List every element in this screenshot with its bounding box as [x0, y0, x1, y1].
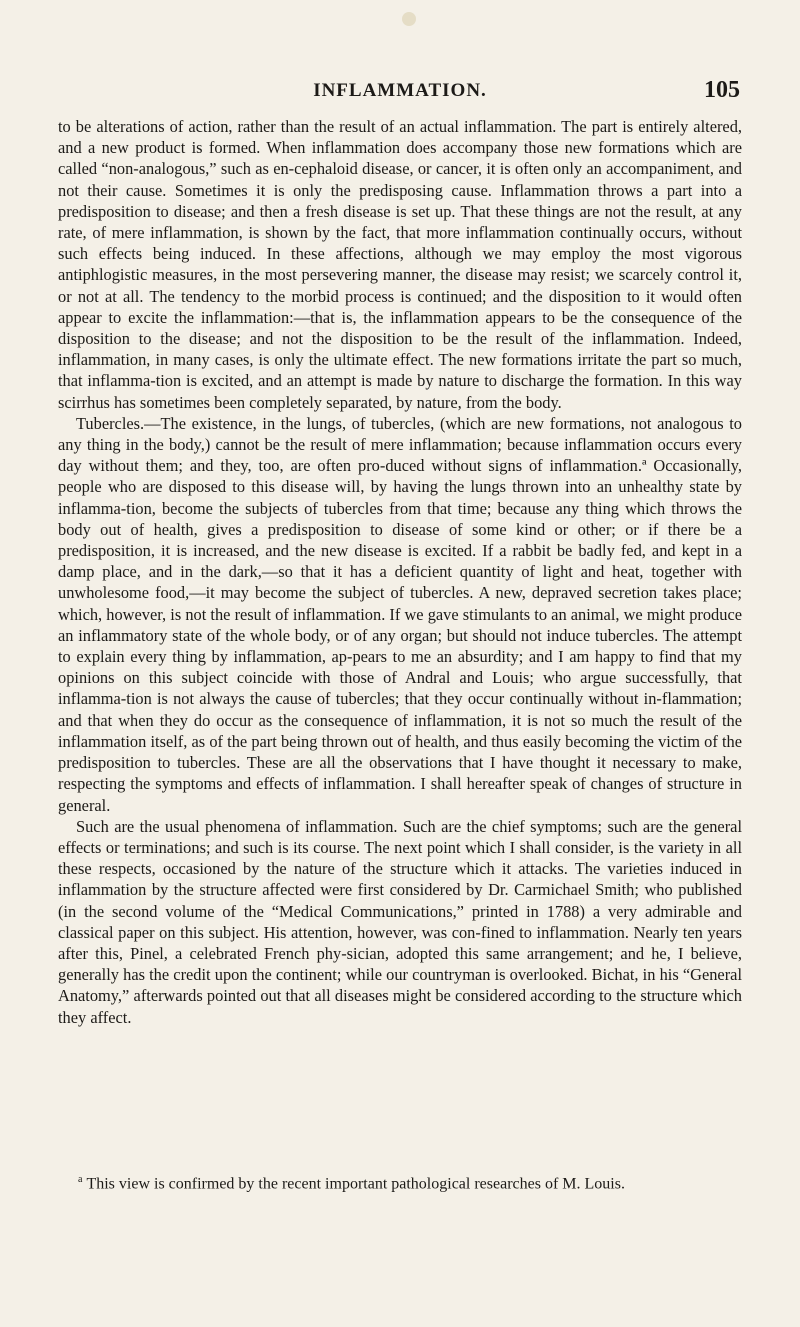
- running-head: INFLAMMATION.: [313, 80, 487, 101]
- paragraph-3: Such are the usual phenomena of inflammation. Such are the chief symptoms; such are the general effects or terminations; and such is its course. The next point which I shall consider, is the variety in all these respects, occasioned by the nature of the structure which it attacks. The varieties induced in inflammation by the structure affected were first considered by Dr. Carmichael Smith; who published (in the second volume of the “Medical Communications,” printed in 1788) a very admirable and classical paper on this subject. His attention, however, was con-fined to inflammation. Nearly ten years after this, Pinel, a celebrated French phy-sician, adopted this same arrangement; and he, I believe, generally has the credit upon the continent; while our countryman is overlooked. Bichat, in his “General Anatomy,” afterwards pointed out that all diseases might be considered according to the structure which they affect.: [58, 816, 742, 1027]
- paragraph-tubercles: Tubercles.—The existence, in the lungs, of tubercles, (which are new formations, not analogous to any thing in the body,) cannot be the result of mere inflammation; because inflammation occurs every day without them; and they, too, are often pro-duced without signs of inflammation.ª Occasionally, people who are disposed to this disease will, by having the lungs thrown into an unhealthy state by inflamma-tion, become the subjects of tubercles from that time; because any thing which throws the body out of health, gives a predisposition to disease of some kind or other; or if there be a predisposition, it is increased, and the new disease is excited. If a rabbit be badly fed, and kept in a damp place, and in the dark,—so that it has a deficient quantity of light and heat, together with unwholesome food,—it may become the subject of tubercles. A new, depraved secretion takes place; which, however, is not the result of inflammation. If we gave stimulants to an animal, we might produce an inflammatory state of the whole body, or of any organ; but should not induce tubercles. The attempt to explain every thing by inflammation, ap-pears to me an absurdity; and I am happy to find that my opinions on this subject coincide with those of Andral and Louis; who argue successfully, that inflamma-tion is not always the cause of tubercles; that they occur continually without in-flammation; and that when they do occur as the consequence of inflammation, it is not so much the result of the inflammation itself, as of the part being thrown out of health, and thus easily becoming the victim of the predisposition to tubercles. These are all the observations that I have thought it necessary to make, respecting the symptoms and effects of inflammation. I shall hereafter speak of changes of structure in general.: [58, 413, 742, 815]
- footnote-text: This view is confirmed by the recent important pathological researches of M. Louis.: [86, 1175, 625, 1193]
- footnote: [78, 1170, 738, 1194]
- page-header: [60, 77, 740, 110]
- paper-stain: [402, 12, 416, 26]
- footnote-marker: a: [78, 1174, 83, 1185]
- paragraph-1: to be alterations of action, rather than the result of an actual inflammation. The part is entirely altered, and a new product is formed. When inflammation does accompany those new formations which are called “non-analogous,” such as en-cephaloid disease, or cancer, it is often only an accompaniment, and not their cause. Sometimes it is only the predisposing cause. Inflammation throws a part into a predisposition to disease; and then a fresh disease is set up. That these things are not the result, at any rate, of mere inflammation, is shown by the fact, that more inflammation continually occurs, without such effects being induced. In these affections, although we may employ the most vigorous antiphlogistic measures, in the most persevering manner, the disease may resist; we scarcely control it, or not at all. The tendency to the morbid process is continued; and the disposition to it would often appear to excite the inflammation:—that is, the inflammation appears to be the consequence of the disposition to the disease; and not the disposition to be the result of the inflammation. Indeed, inflammation, in many cases, is only the ultimate effect. The new formations irritate the part so much, that inflamma-tion is excited, and an attempt is made by nature to discharge the formation. In this way scirrhus has sometimes been completely separated, by nature, from the body.: [58, 117, 742, 412]
- page-number: 105: [704, 77, 740, 103]
- body-text: [58, 116, 742, 1028]
